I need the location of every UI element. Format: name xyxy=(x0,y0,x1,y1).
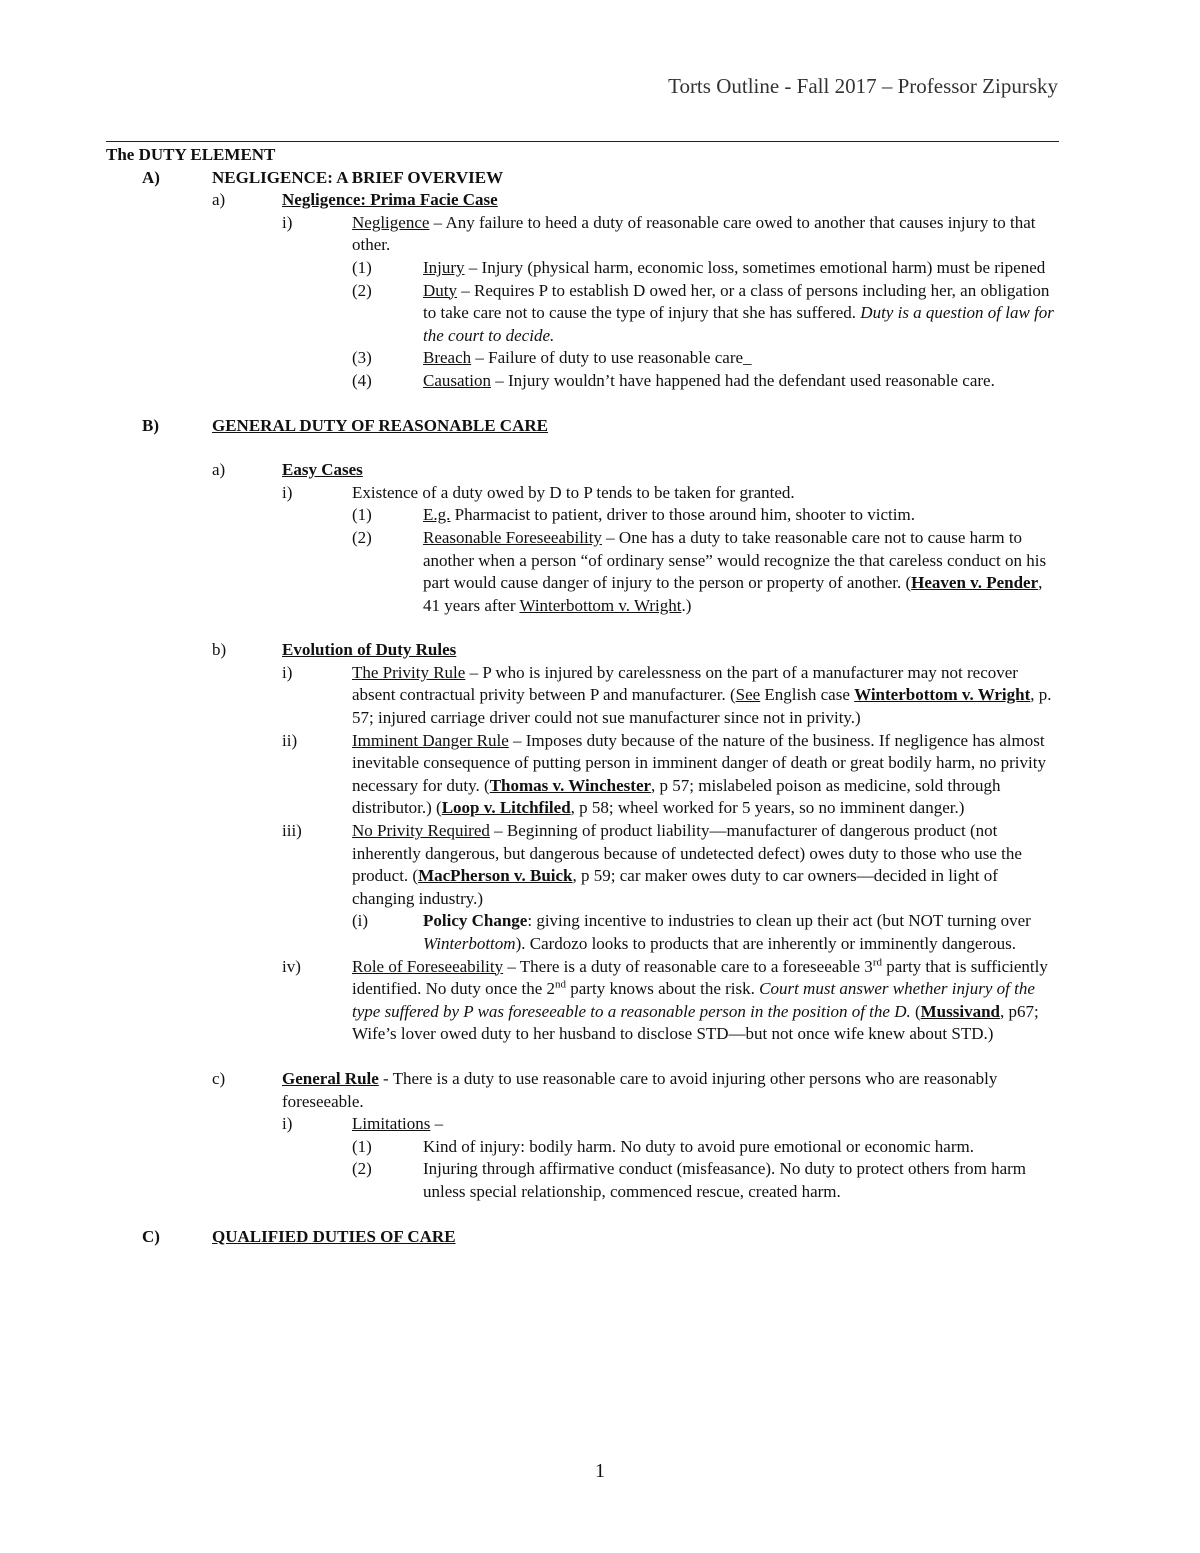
list-item xyxy=(106,504,1059,527)
outline-label: (i) xyxy=(352,911,369,931)
text: – Injury wouldn’t have happened had the defendant used reasonable care. xyxy=(491,370,995,390)
text: Kind of injury: bodily harm. No duty to avoid pure emotional or economic harm. xyxy=(423,1136,974,1156)
case-name: Heaven v. Pender xyxy=(911,573,1039,593)
outline-label: i) xyxy=(282,662,293,682)
outline-B-c xyxy=(106,1068,1059,1113)
text: , p 57; mislabeled poison as medicine, sold through distributor.) ( xyxy=(352,775,1001,818)
term: Injury xyxy=(423,257,465,277)
case-name: MacPherson v. Buick xyxy=(418,866,573,886)
list-item xyxy=(106,527,1059,617)
case-name: Winterbottom v. Wright xyxy=(854,685,1031,705)
term: Imminent Danger Rule xyxy=(352,730,509,750)
text: – There is a duty of reasonable care to a foreseeable 3 xyxy=(503,956,873,976)
case-name: Thomas v. Winchester xyxy=(489,775,652,795)
text: – Any failure to heed a duty of reasonable care owed to another that causes injury to that other. xyxy=(352,212,1036,255)
outline-label: (2) xyxy=(352,1159,372,1179)
text: – Beginning of product liability—manufacturer of dangerous product (not inherently dangerous, but dangerous because of undetected defect) owes duty to those who use the product. ( xyxy=(352,821,1022,886)
italic-text: Duty is a question of law for the court to decide. xyxy=(423,303,1054,345)
text: party knows about the risk. xyxy=(566,979,760,999)
outline-B-b-iv xyxy=(106,956,1059,1046)
outline-label: B) xyxy=(142,415,159,435)
text: – Failure of duty to use reasonable care_ xyxy=(471,348,752,368)
outline-label: (1) xyxy=(352,505,372,525)
case-name: Winterbottom v. Wright xyxy=(519,595,682,615)
superscript: nd xyxy=(555,978,567,991)
text: – Requires P to establish D owed her, or a class of persons including her, an obligation to take care not to cause the type of injury that she has suffered. xyxy=(423,280,1050,323)
text: – xyxy=(430,1114,444,1134)
outline-label: A) xyxy=(142,167,160,187)
list-item xyxy=(106,370,1059,393)
outline-label: (2) xyxy=(352,280,372,300)
outline-label: a) xyxy=(212,190,226,210)
text: : giving incentive to industries to clean up their act (but NOT turning over xyxy=(527,911,1031,931)
term: The Privity Rule xyxy=(352,662,466,682)
list-item xyxy=(106,1158,1059,1203)
text: ( xyxy=(910,1001,921,1021)
outline-label: iv) xyxy=(282,956,301,976)
text: , p 58; wheel worked for 5 years, so no imminent danger.) xyxy=(570,798,965,818)
outline-B-a-i xyxy=(106,482,1059,505)
text: – Imposes duty because of the nature of the business. If negligence has almost inevitable consequence of putting person in imminent danger of death or great bodily harm, no privity necessary for duty. ( xyxy=(352,730,1046,795)
outline-B-c-i xyxy=(106,1113,1059,1136)
heading-A: NEGLIGENCE: A BRIEF OVERVIEW xyxy=(212,167,504,187)
list-item xyxy=(106,257,1059,280)
text: English case xyxy=(760,685,855,705)
outline-label: (1) xyxy=(352,1136,372,1156)
text: , p67; Wife’s lover owed duty to her husband to disclose STD—but not once wife knew about STD.) xyxy=(352,1001,1039,1044)
term: No Privity Required xyxy=(352,821,490,841)
text: , 41 years after xyxy=(423,573,1043,615)
section-title: The DUTY ELEMENT xyxy=(106,145,276,164)
case-name: Loop v. Litchfiled xyxy=(441,798,571,818)
outline-B-b-iii xyxy=(106,820,1059,910)
outline-B xyxy=(106,415,1059,438)
subheading: General Rule xyxy=(282,1068,379,1088)
outline-B-a xyxy=(106,459,1059,482)
outline-label: (2) xyxy=(352,527,372,547)
outline-body xyxy=(106,144,1059,1248)
outline-label: i) xyxy=(282,482,293,502)
text: , p. 57; injured carriage driver could not sue manufacturer since not in privity.) xyxy=(352,685,1052,728)
header-title: Torts Outline - Fall 2017 – Professor Zipursky xyxy=(668,74,1058,98)
outline-label: ii) xyxy=(282,730,298,750)
term: Role of Foreseeability xyxy=(352,956,504,976)
term: Causation xyxy=(423,370,491,390)
text: Pharmacist to patient, driver to those around him, shooter to victim. xyxy=(450,505,915,525)
outline-B-b xyxy=(106,639,1059,662)
outline-A-a xyxy=(106,189,1059,212)
outline-A-a-i xyxy=(106,212,1059,257)
italic-text: Court must answer whether injury of the type suffered by P was foreseeable to a reasonable person in the position of the D. xyxy=(352,979,1035,1021)
see-signal: See xyxy=(735,685,761,705)
superscript: rd xyxy=(872,955,882,968)
term: Duty xyxy=(423,280,457,300)
text: Injuring through affirmative conduct (misfeasance). No duty to protect others from harm unless special relationship, commenced rescue, created harm. xyxy=(423,1159,1027,1201)
list-item xyxy=(106,1136,1059,1159)
outline-label: (3) xyxy=(352,348,372,368)
term: Limitations xyxy=(352,1114,431,1134)
case-name: Mussivand xyxy=(920,1001,1001,1021)
italic-text: Winterbottom xyxy=(423,934,516,953)
outline-label: b) xyxy=(212,640,227,660)
text: , p 59; car maker owes duty to car owners—decided in light of changing industry.) xyxy=(352,866,998,908)
text: – One has a duty to take reasonable care not to cause harm to another when a person “of ordinary sense” would recognize the that careless conduct on his part would cause danger of injury to the person or property of another. ( xyxy=(423,527,1047,593)
term: Negligence xyxy=(352,212,430,232)
text: – P who is injured by carelessness on the part of a manufacturer may not recover absent contractual privity between P and manufacturer. ( xyxy=(352,662,1018,705)
list-item xyxy=(106,280,1059,348)
outline-label: i) xyxy=(282,212,293,232)
outline-label: a) xyxy=(212,460,226,480)
text: - There is a duty to use reasonable care to avoid injuring other persons who are reasonably foreseeable. xyxy=(282,1068,998,1111)
text: – Injury (physical harm, economic loss, sometimes emotional harm) must be ripened xyxy=(464,257,1046,277)
outline-label: iii) xyxy=(282,821,302,841)
outline-label: c) xyxy=(212,1068,226,1088)
subheading: Negligence: Prima Facie Case xyxy=(282,190,498,210)
page-number: 1 xyxy=(595,1460,605,1482)
outline-label: (1) xyxy=(352,257,372,277)
outline-B-b-i xyxy=(106,662,1059,730)
list-item xyxy=(106,910,1059,955)
subheading: Easy Cases xyxy=(282,460,363,480)
list-item xyxy=(106,347,1059,370)
outline-B-b-ii xyxy=(106,730,1059,820)
term: Policy Change xyxy=(423,911,528,931)
header-rule xyxy=(106,141,1059,142)
heading-B: GENERAL DUTY OF REASONABLE CARE xyxy=(212,415,548,435)
subheading: Evolution of Duty Rules xyxy=(282,640,457,660)
text: .) xyxy=(681,595,692,615)
text: ). Cardozo looks to products that are inherently or imminently dangerous. xyxy=(515,934,1016,953)
term: Reasonable Foreseeability xyxy=(423,527,602,547)
text: Existence of a duty owed by D to P tends to be taken for granted. xyxy=(352,482,795,502)
outline-C xyxy=(106,1226,1059,1249)
term: E.g. xyxy=(423,505,451,525)
outline-label: (4) xyxy=(352,370,372,390)
outline-A xyxy=(106,167,1059,190)
text: party that is sufficiently identified. No duty once the 2 xyxy=(352,956,1048,999)
term: Breach xyxy=(423,348,472,368)
outline-label: C) xyxy=(142,1226,160,1246)
heading-C: QUALIFIED DUTIES OF CARE xyxy=(212,1226,456,1246)
outline-label: i) xyxy=(282,1114,293,1134)
